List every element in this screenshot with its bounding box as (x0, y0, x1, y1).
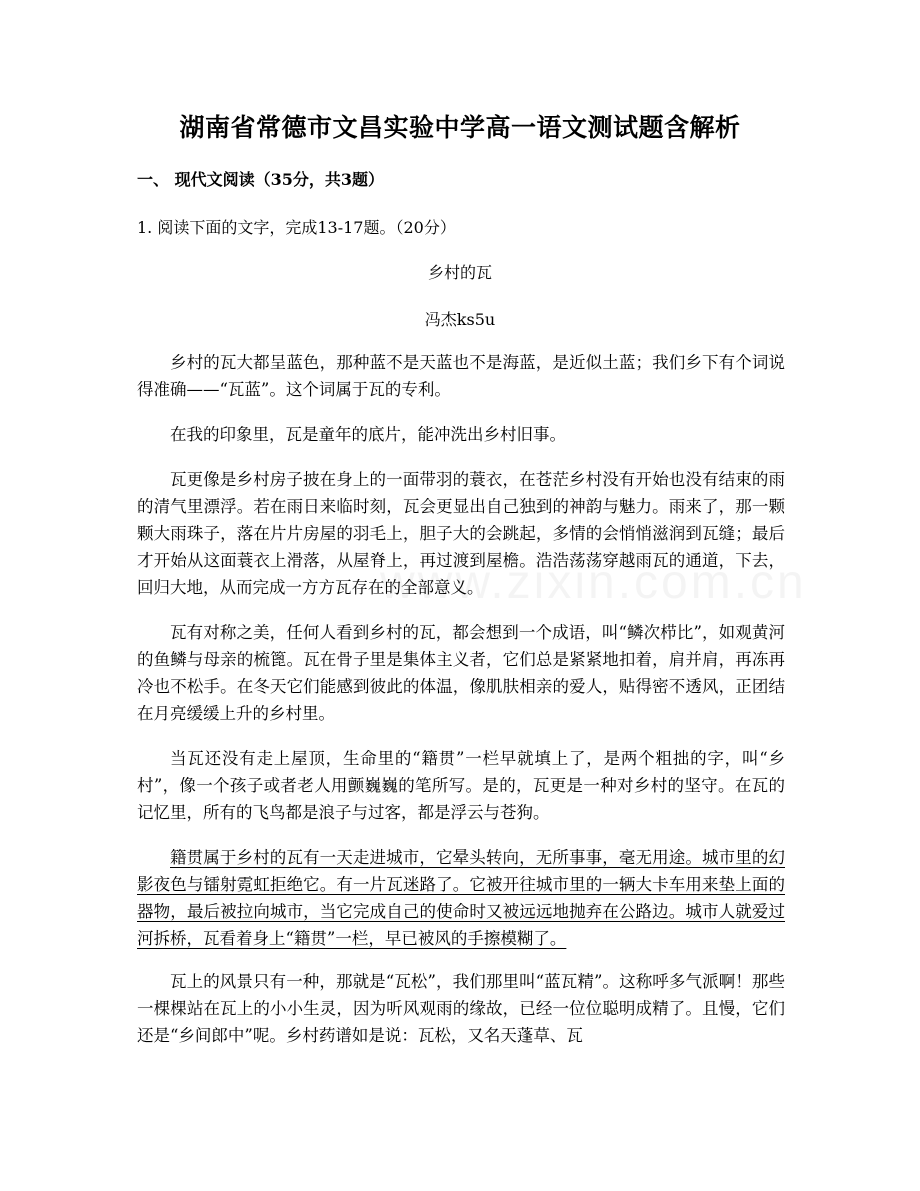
article-author: 冯杰ks5u (424, 310, 496, 329)
paragraph: 瓦有对称之美，任何人看到乡村的瓦，都会想到一个成语，叫“鳞次栉比”，如观黄河的鱼鳞与母亲的梳篦。瓦在骨子里是集体主义者，它们总是紧紧地扣着，肩并肩，再冻再冷也不松手。在冬天它们能感到彼此的体温，像肌肤相亲的爱人，贴得密不透风，正团结在月亮缓缓上升的乡村里。 (137, 623, 785, 723)
question-prompt: 1. 阅读下面的文字，完成13-17题。（20分） (137, 218, 456, 237)
article-title: 乡村的瓦 (427, 263, 492, 282)
paragraph: 乡村的瓦大都呈蓝色，那种蓝不是天蓝也不是海蓝，是近似土蓝；我们乡下有个词说得准确——“瓦蓝”。这个词属于瓦的专利。 (137, 353, 785, 399)
paragraph-underlined (137, 844, 785, 952)
document-title: 湖南省常德市文昌实验中学高一语文测试题含解析 (179, 113, 741, 142)
paragraph: 当瓦还没有走上屋顶，生命里的“籍贯”一栏早就填上了，是两个粗拙的字，叫“乡村”，像一个孩子或者老人用颤巍巍的笔所写。是的，瓦更是一种对乡村的坚守。在瓦的记忆里，所有的飞鸟都是浪子与过客，都是浮云与苍狗。 (137, 749, 785, 822)
paragraph: 瓦上的风景只有一种，那就是“瓦松”，我们那里叫“蓝瓦精”。这称呼多气派啊！那些一棵棵站在瓦上的小小生灵，因为听风观雨的缘故，已经一位位聪明成精了。且慢，它们还是“乡间郎中”呢。乡村药谱如是说：瓦松，又名天蓬草、瓦 (137, 972, 785, 1045)
section-heading: 一、 现代文阅读（35分，共3题） (137, 170, 384, 189)
underlined-passage: 籍贯属于乡村的瓦有一天走进城市，它晕头转向，无所事事，毫无用途。城市里的幻影夜色与镭射霓虹拒绝它。有一片瓦迷路了。它被开往城市里的一辆大卡车用来垫上面的器物，最后被拉向城市，当它完成自己的使命时又被远远地抛弃在公路边。城市人就爱过河拆桥，瓦看着身上“籍贯”一栏，早已被风的手擦模糊了。 (137, 848, 785, 948)
paragraph: 瓦更像是乡村房子披在身上的一面带羽的蓑衣，在苍茫乡村没有开始也没有结束的雨的清气里漂浮。若在雨日来临时刻，瓦会更显出自己独到的神韵与魅力。雨来了，那一颗颗大雨珠子，落在片片房屋的羽毛上，胆子大的会跳起，多情的会悄悄滋润到瓦缝；最后才开始从这面蓑衣上滑落，从屋脊上，再过渡到屋檐。浩浩荡荡穿越雨瓦的通道，下去，回归大地，从而完成一方方瓦存在的全部意义。 (137, 470, 785, 597)
paragraph: 在我的印象里，瓦是童年的底片，能冲洗出乡村旧事。 (170, 425, 566, 444)
